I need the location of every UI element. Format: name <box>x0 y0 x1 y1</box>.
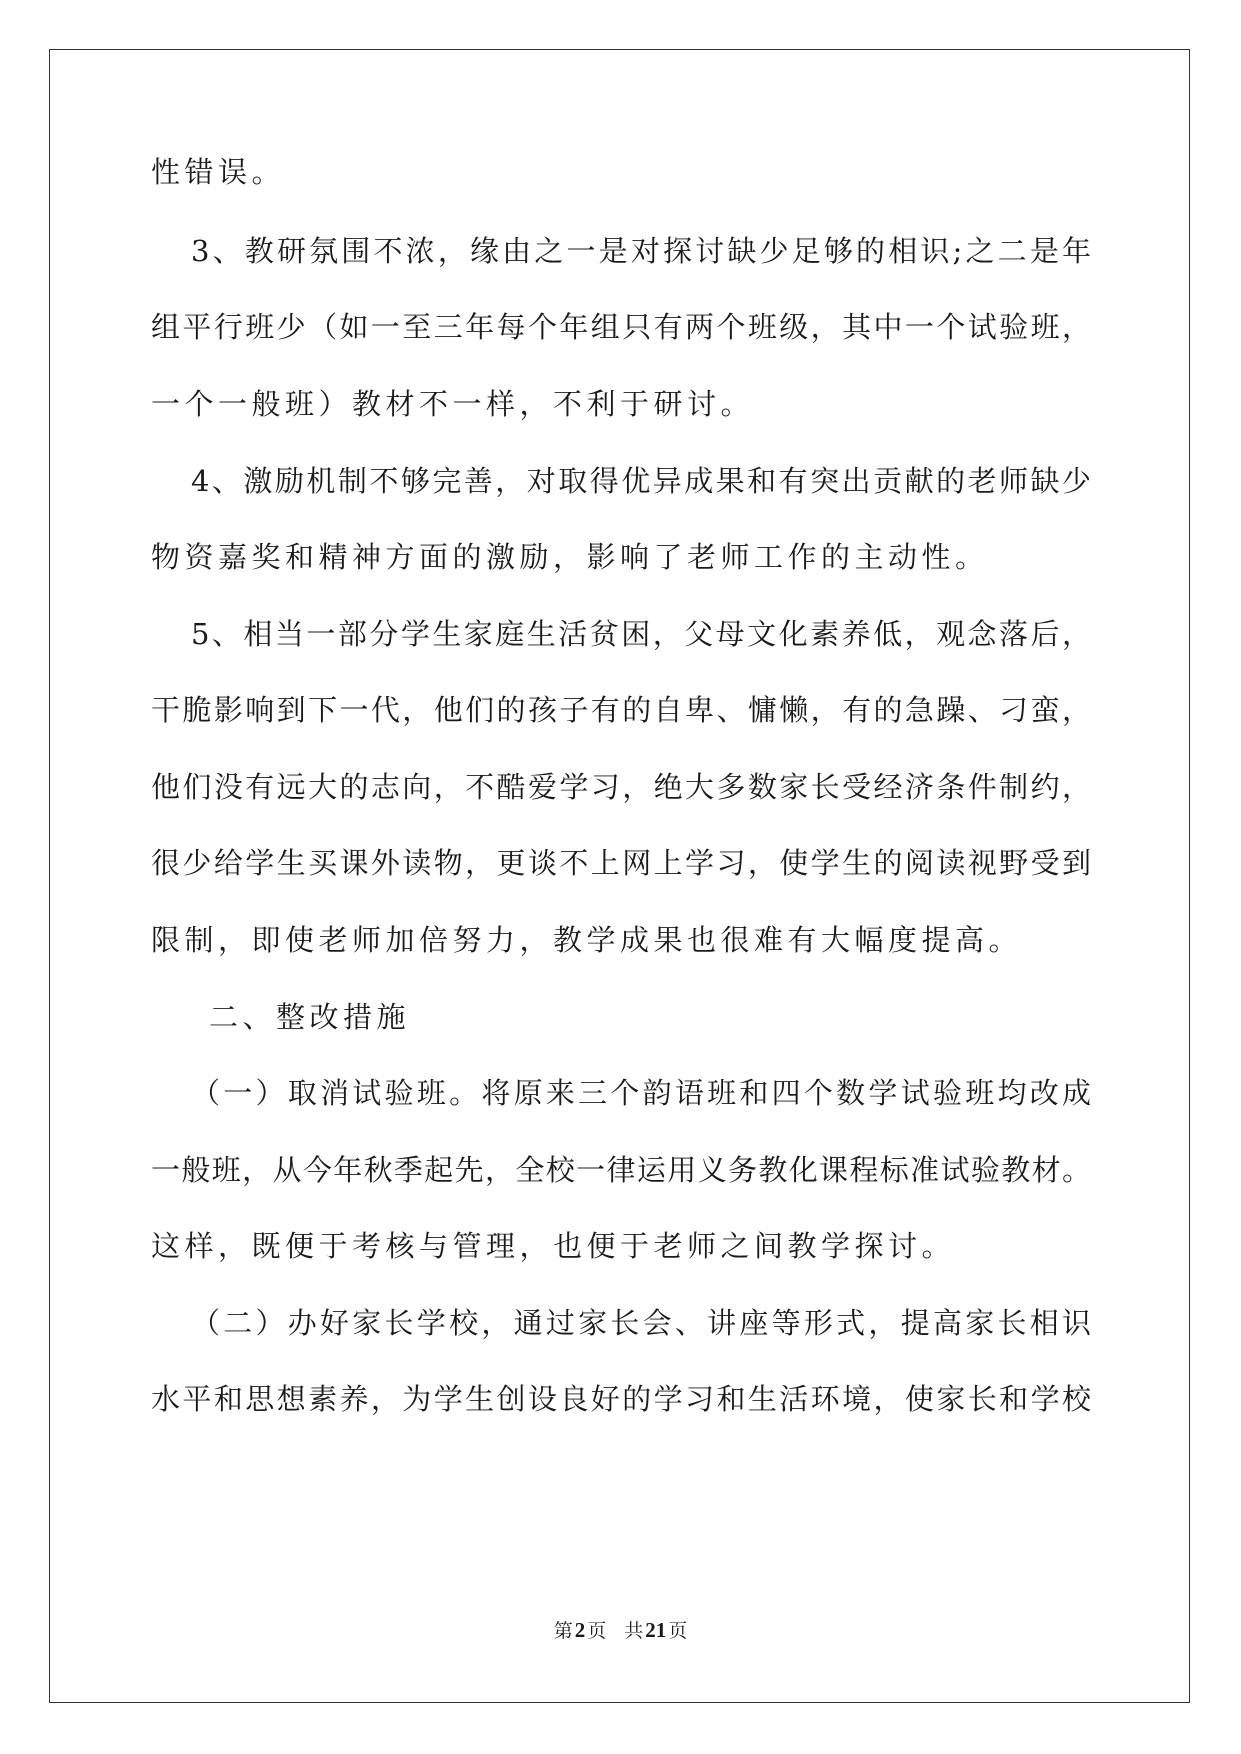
text-line: （一）取消试验班。将原来三个韵语班和四个数学试验班均改成 <box>191 1076 1091 1110</box>
total-prefix: 共 <box>624 1620 644 1642</box>
text-line: 性错误。 <box>151 155 286 189</box>
text-line: 3、教研氛围不浓，缘由之一是对探讨缺少足够的相识;之二是年 <box>191 234 1091 268</box>
page-prefix: 第 <box>553 1620 573 1642</box>
text-line: 一般班，从今年秋季起先，全校一律运用义务教化课程标准试验教材。 <box>151 1153 1091 1187</box>
text-line: 他们没有远大的志向，不酷爱学习，绝大多数家长受经济条件制约， <box>151 770 1091 804</box>
text-line: 干脆影响到下一代，他们的孩子有的自卑、慵懒，有的急躁、刁蛮， <box>151 693 1091 727</box>
text-line: （二）办好家长学校，通过家长会、讲座等形式，提高家长相识 <box>191 1306 1091 1340</box>
text-line: 4、激励机制不够完善，对取得优异成果和有突出贡献的老师缺少 <box>191 464 1091 498</box>
total-pages: 21 <box>645 1618 667 1642</box>
text-line: 一个一般班）教材不一样，不利于研讨。 <box>151 387 755 421</box>
page-footer <box>0 1616 1241 1643</box>
text-line: 这样，既便于考核与管理，也便于老师之间教学探讨。 <box>151 1229 956 1263</box>
text-line: 5、相当一部分学生家庭生活贫困，父母文化素养低，观念落后， <box>191 617 1091 651</box>
page-suffix: 页 <box>587 1620 607 1642</box>
page-number: 2 <box>574 1618 586 1642</box>
text-line: 组平行班少（如一至三年每个年组只有两个班级，其中一个试验班， <box>151 310 1091 344</box>
text-line: 水平和思想素养，为学生创设良好的学习和生活环境，使家长和学校 <box>151 1382 1091 1416</box>
text-line: 很少给学生买课外读物，更谈不上网上学习，使学生的阅读视野受到 <box>151 846 1091 880</box>
total-suffix: 页 <box>668 1620 688 1642</box>
section-heading: 二、整改措施 <box>209 1000 411 1034</box>
text-line: 限制，即使老师加倍努力，教学成果也很难有大幅度提高。 <box>151 923 1023 957</box>
text-line: 物资嘉奖和精神方面的激励，影响了老师工作的主动性。 <box>151 540 989 574</box>
